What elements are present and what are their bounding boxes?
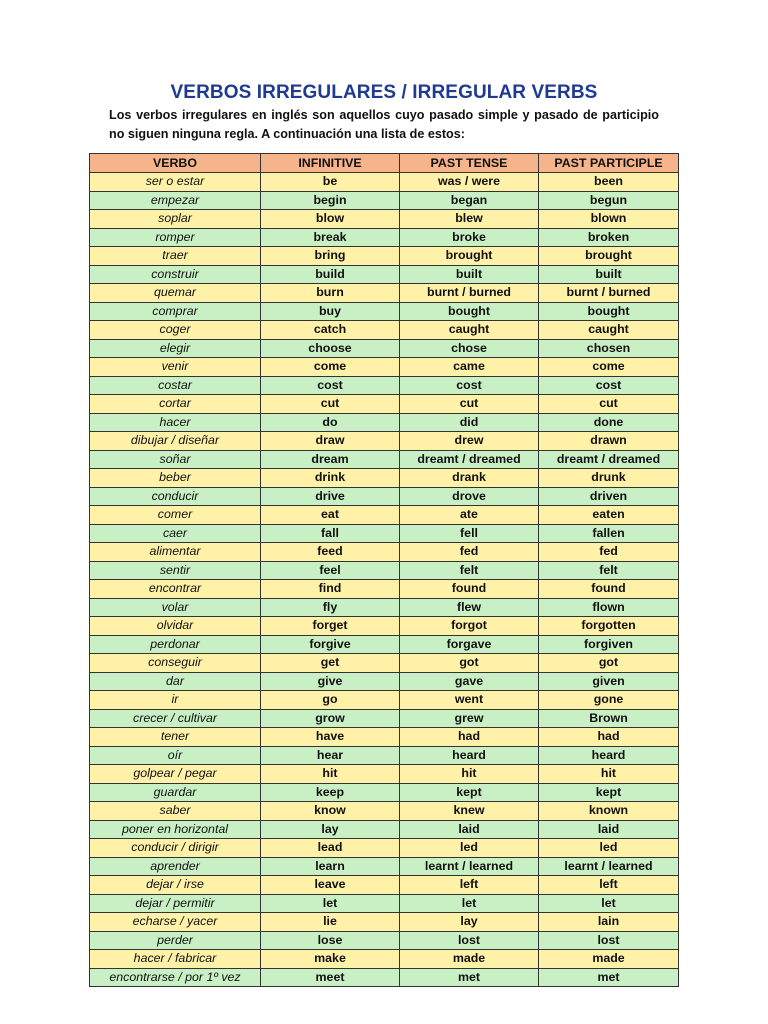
table-row [90, 950, 679, 969]
past-tense-cell: dreamt / dreamed [400, 450, 539, 469]
past-participle-cell: brought [539, 247, 679, 266]
infinitive-cell: drink [261, 469, 400, 488]
infinitive-cell: lose [261, 931, 400, 950]
table-body [90, 173, 679, 987]
table-row [90, 857, 679, 876]
table-row [90, 376, 679, 395]
past-tense-cell: had [400, 728, 539, 747]
past-tense-cell: left [400, 876, 539, 895]
verbo-cell: saber [90, 802, 261, 821]
past-participle-cell: gone [539, 691, 679, 710]
table-row [90, 228, 679, 247]
past-tense-cell: forgave [400, 635, 539, 654]
verbo-cell: aprender [90, 857, 261, 876]
table-row [90, 339, 679, 358]
past-participle-cell: found [539, 580, 679, 599]
verbo-cell: perder [90, 931, 261, 950]
past-tense-cell: hit [400, 765, 539, 784]
past-tense-cell: kept [400, 783, 539, 802]
table-row [90, 432, 679, 451]
table-header [90, 154, 679, 173]
verbo-cell: hacer / fabricar [90, 950, 261, 969]
past-tense-cell: cut [400, 395, 539, 414]
infinitive-cell: forget [261, 617, 400, 636]
verbo-cell: oír [90, 746, 261, 765]
table-row [90, 802, 679, 821]
table-row [90, 580, 679, 599]
past-participle-cell: known [539, 802, 679, 821]
past-participle-cell: lain [539, 913, 679, 932]
past-tense-cell: fed [400, 543, 539, 562]
verbo-cell: crecer / cultivar [90, 709, 261, 728]
table-row [90, 894, 679, 913]
verbo-cell: conducir / dirigir [90, 839, 261, 858]
verbo-cell: conseguir [90, 654, 261, 673]
infinitive-cell: buy [261, 302, 400, 321]
past-participle-cell: got [539, 654, 679, 673]
past-tense-cell: caught [400, 321, 539, 340]
past-participle-cell: eaten [539, 506, 679, 525]
past-participle-cell: blown [539, 210, 679, 229]
page-title: VERBOS IRREGULARES / IRREGULAR VERBS [170, 82, 598, 103]
table-row [90, 247, 679, 266]
table-row [90, 265, 679, 284]
table-row [90, 709, 679, 728]
verbo-cell: elegir [90, 339, 261, 358]
past-participle-cell: forgotten [539, 617, 679, 636]
infinitive-cell: do [261, 413, 400, 432]
past-tense-cell: drank [400, 469, 539, 488]
header-verbo: VERBO [90, 154, 261, 173]
infinitive-cell: give [261, 672, 400, 691]
verbo-cell: encontrar [90, 580, 261, 599]
infinitive-cell: blow [261, 210, 400, 229]
verbo-cell: encontrarse / por 1º vez [90, 968, 261, 987]
infinitive-cell: know [261, 802, 400, 821]
table-row [90, 321, 679, 340]
table-row [90, 783, 679, 802]
verbo-cell: venir [90, 358, 261, 377]
infinitive-cell: cost [261, 376, 400, 395]
verbo-cell: dibujar / diseñar [90, 432, 261, 451]
past-tense-cell: lost [400, 931, 539, 950]
past-participle-cell: let [539, 894, 679, 913]
past-tense-cell: ate [400, 506, 539, 525]
past-participle-cell: cut [539, 395, 679, 414]
table-row [90, 469, 679, 488]
past-participle-cell: caught [539, 321, 679, 340]
infinitive-cell: hit [261, 765, 400, 784]
verbo-cell: conducir [90, 487, 261, 506]
past-tense-cell: forgot [400, 617, 539, 636]
past-participle-cell: had [539, 728, 679, 747]
header-past-participle: PAST PARTICIPLE [539, 154, 679, 173]
past-participle-cell: drawn [539, 432, 679, 451]
infinitive-cell: grow [261, 709, 400, 728]
infinitive-cell: have [261, 728, 400, 747]
past-participle-cell: cost [539, 376, 679, 395]
past-participle-cell: broken [539, 228, 679, 247]
infinitive-cell: draw [261, 432, 400, 451]
table-row [90, 543, 679, 562]
verbo-cell: volar [90, 598, 261, 617]
table-row [90, 746, 679, 765]
past-tense-cell: brought [400, 247, 539, 266]
infinitive-cell: learn [261, 857, 400, 876]
table-row [90, 450, 679, 469]
verbo-cell: comprar [90, 302, 261, 321]
verbo-cell: tener [90, 728, 261, 747]
infinitive-cell: bring [261, 247, 400, 266]
past-tense-cell: went [400, 691, 539, 710]
infinitive-cell: begin [261, 191, 400, 210]
verbo-cell: olvidar [90, 617, 261, 636]
past-tense-cell: broke [400, 228, 539, 247]
past-participle-cell: left [539, 876, 679, 895]
table-row [90, 173, 679, 192]
table-row [90, 672, 679, 691]
past-tense-cell: chose [400, 339, 539, 358]
table-row [90, 728, 679, 747]
past-participle-cell: made [539, 950, 679, 969]
past-tense-cell: fell [400, 524, 539, 543]
table-row [90, 191, 679, 210]
verbo-cell: coger [90, 321, 261, 340]
past-tense-cell: laid [400, 820, 539, 839]
verbs-table [89, 153, 679, 987]
past-tense-cell: grew [400, 709, 539, 728]
table-row [90, 839, 679, 858]
verbo-cell: echarse / yacer [90, 913, 261, 932]
infinitive-cell: cut [261, 395, 400, 414]
intro-paragraph: Los verbos irregulares en inglés son aquellos cuyo pasado simple y pasado de participio no siguen ninguna regla. A continuación una lista de estos: [109, 108, 659, 141]
verbo-cell: traer [90, 247, 261, 266]
past-tense-cell: learnt / learned [400, 857, 539, 876]
infinitive-cell: dream [261, 450, 400, 469]
verbo-cell: ser o estar [90, 173, 261, 192]
past-tense-cell: felt [400, 561, 539, 580]
infinitive-cell: let [261, 894, 400, 913]
header-past-tense: PAST TENSE [400, 154, 539, 173]
past-tense-cell: lay [400, 913, 539, 932]
past-tense-cell: flew [400, 598, 539, 617]
past-tense-cell: let [400, 894, 539, 913]
infinitive-cell: get [261, 654, 400, 673]
past-participle-cell: learnt / learned [539, 857, 679, 876]
verbo-cell: alimentar [90, 543, 261, 562]
table-row [90, 561, 679, 580]
past-tense-cell: was / were [400, 173, 539, 192]
infinitive-cell: lead [261, 839, 400, 858]
table-row [90, 413, 679, 432]
header-infinitive: INFINITIVE [261, 154, 400, 173]
past-participle-cell: Brown [539, 709, 679, 728]
infinitive-cell: lie [261, 913, 400, 932]
past-participle-cell: fallen [539, 524, 679, 543]
verbo-cell: hacer [90, 413, 261, 432]
table-row [90, 302, 679, 321]
verbo-cell: soñar [90, 450, 261, 469]
verbo-cell: cortar [90, 395, 261, 414]
table-row [90, 820, 679, 839]
infinitive-cell: hear [261, 746, 400, 765]
infinitive-cell: find [261, 580, 400, 599]
header-row [90, 154, 679, 173]
past-participle-cell: given [539, 672, 679, 691]
past-participle-cell: come [539, 358, 679, 377]
past-tense-cell: heard [400, 746, 539, 765]
past-tense-cell: led [400, 839, 539, 858]
verbo-cell: dar [90, 672, 261, 691]
table-row [90, 358, 679, 377]
past-participle-cell: dreamt / dreamed [539, 450, 679, 469]
infinitive-cell: break [261, 228, 400, 247]
table-row [90, 931, 679, 950]
infinitive-cell: feed [261, 543, 400, 562]
verbo-cell: quemar [90, 284, 261, 303]
past-participle-cell: lost [539, 931, 679, 950]
past-tense-cell: found [400, 580, 539, 599]
past-participle-cell: driven [539, 487, 679, 506]
past-participle-cell: fed [539, 543, 679, 562]
table-row [90, 598, 679, 617]
infinitive-cell: meet [261, 968, 400, 987]
infinitive-cell: fall [261, 524, 400, 543]
infinitive-cell: lay [261, 820, 400, 839]
infinitive-cell: fly [261, 598, 400, 617]
table-row [90, 876, 679, 895]
past-tense-cell: knew [400, 802, 539, 821]
past-participle-cell: felt [539, 561, 679, 580]
infinitive-cell: choose [261, 339, 400, 358]
table-row [90, 654, 679, 673]
past-tense-cell: bought [400, 302, 539, 321]
verbo-cell: dejar / irse [90, 876, 261, 895]
table-row [90, 210, 679, 229]
table-row [90, 691, 679, 710]
verbo-cell: perdonar [90, 635, 261, 654]
verbo-cell: sentir [90, 561, 261, 580]
past-tense-cell: blew [400, 210, 539, 229]
past-tense-cell: met [400, 968, 539, 987]
verbo-cell: romper [90, 228, 261, 247]
verbo-cell: costar [90, 376, 261, 395]
table-row [90, 506, 679, 525]
past-participle-cell: bought [539, 302, 679, 321]
past-tense-cell: built [400, 265, 539, 284]
past-participle-cell: kept [539, 783, 679, 802]
past-tense-cell: burnt / burned [400, 284, 539, 303]
past-participle-cell: begun [539, 191, 679, 210]
past-participle-cell: burnt / burned [539, 284, 679, 303]
infinitive-cell: drive [261, 487, 400, 506]
infinitive-cell: eat [261, 506, 400, 525]
table-row [90, 968, 679, 987]
verbo-cell: construir [90, 265, 261, 284]
table-row [90, 765, 679, 784]
past-tense-cell: began [400, 191, 539, 210]
infinitive-cell: burn [261, 284, 400, 303]
past-participle-cell: chosen [539, 339, 679, 358]
past-participle-cell: heard [539, 746, 679, 765]
past-tense-cell: made [400, 950, 539, 969]
past-participle-cell: drunk [539, 469, 679, 488]
past-participle-cell: built [539, 265, 679, 284]
verbo-cell: beber [90, 469, 261, 488]
infinitive-cell: feel [261, 561, 400, 580]
infinitive-cell: be [261, 173, 400, 192]
verbo-cell: caer [90, 524, 261, 543]
infinitive-cell: forgive [261, 635, 400, 654]
table-row [90, 284, 679, 303]
past-participle-cell: hit [539, 765, 679, 784]
infinitive-cell: go [261, 691, 400, 710]
past-participle-cell: been [539, 173, 679, 192]
table-row [90, 635, 679, 654]
verbo-cell: golpear / pegar [90, 765, 261, 784]
past-tense-cell: came [400, 358, 539, 377]
past-participle-cell: laid [539, 820, 679, 839]
infinitive-cell: catch [261, 321, 400, 340]
infinitive-cell: build [261, 265, 400, 284]
past-tense-cell: drove [400, 487, 539, 506]
table-row [90, 487, 679, 506]
verbo-cell: guardar [90, 783, 261, 802]
table-row [90, 913, 679, 932]
past-tense-cell: gave [400, 672, 539, 691]
past-tense-cell: got [400, 654, 539, 673]
table-row [90, 395, 679, 414]
infinitive-cell: make [261, 950, 400, 969]
past-participle-cell: done [539, 413, 679, 432]
verbo-cell: ir [90, 691, 261, 710]
infinitive-cell: keep [261, 783, 400, 802]
verbo-cell: soplar [90, 210, 261, 229]
verbo-cell: empezar [90, 191, 261, 210]
past-tense-cell: cost [400, 376, 539, 395]
past-participle-cell: flown [539, 598, 679, 617]
verbo-cell: comer [90, 506, 261, 525]
infinitive-cell: come [261, 358, 400, 377]
past-participle-cell: met [539, 968, 679, 987]
table-row [90, 617, 679, 636]
table-row [90, 524, 679, 543]
verbo-cell: dejar / permitir [90, 894, 261, 913]
verbo-cell: poner en horizontal [90, 820, 261, 839]
infinitive-cell: leave [261, 876, 400, 895]
past-participle-cell: led [539, 839, 679, 858]
past-participle-cell: forgiven [539, 635, 679, 654]
past-tense-cell: did [400, 413, 539, 432]
past-tense-cell: drew [400, 432, 539, 451]
